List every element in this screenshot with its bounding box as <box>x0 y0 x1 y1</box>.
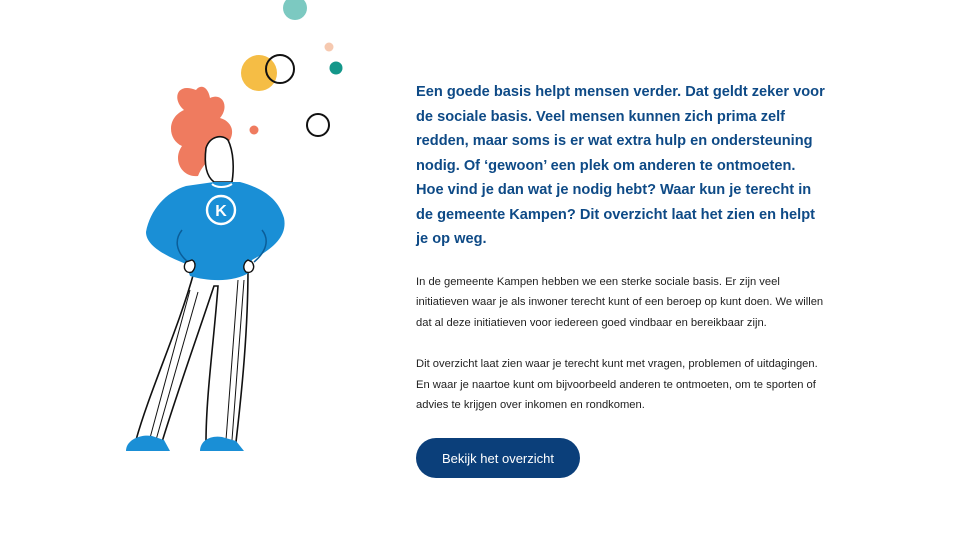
hand-left <box>184 260 195 272</box>
intro-text: Een goede basis helpt mensen verder. Dat geldt zeker voor de sociale basis. Veel mensen kunnen zich prima zelf redden, maar soms is er wat extra hulp en ondersteuning nodig. Of ‘gewoon’ een plek om anderen te ontmoeten. Hoe vind je dan wat je nodig hebt? Waar kun je terecht in de gemeente Kampen? Dit overzicht laat het zien en helpt je op weg. <box>416 84 825 247</box>
content-column <box>416 80 826 478</box>
bubble-outline-small <box>307 114 329 136</box>
bubble-teal-top <box>283 0 307 20</box>
body-paragraph-2: Dit overzicht laat zien waar je terecht kunt met vragen, problemen of uitdagingen. En waar je naartoe kunt om bijvoorbeeld anderen te ontmoeten, om te sporten of advies te krijgen over inkomen en rondkomen. <box>416 357 818 412</box>
shirt-logo-letter: K <box>215 203 227 220</box>
view-overview-button[interactable]: Bekijk het overzicht <box>416 438 580 478</box>
bubble-coral-small <box>250 126 259 135</box>
body-paragraph-1: In de gemeente Kampen hebben we een sterke sociale basis. Er zijn veel initiatieven waar je als inwoner terecht kunt of een beroep op kunt doen. We willen dat al deze initiatieven voor iedereen goed vindbaar en bereikbaar zijn. <box>416 275 824 330</box>
trousers-shape <box>136 268 248 442</box>
bubble-teal-small <box>330 62 343 75</box>
bubble-yellow <box>241 55 277 91</box>
hand-right <box>244 260 254 272</box>
face-shape <box>205 137 233 182</box>
bubble-peach-small <box>325 43 334 52</box>
person-thinking-illustration <box>100 0 360 470</box>
hero-illustration <box>100 0 360 470</box>
